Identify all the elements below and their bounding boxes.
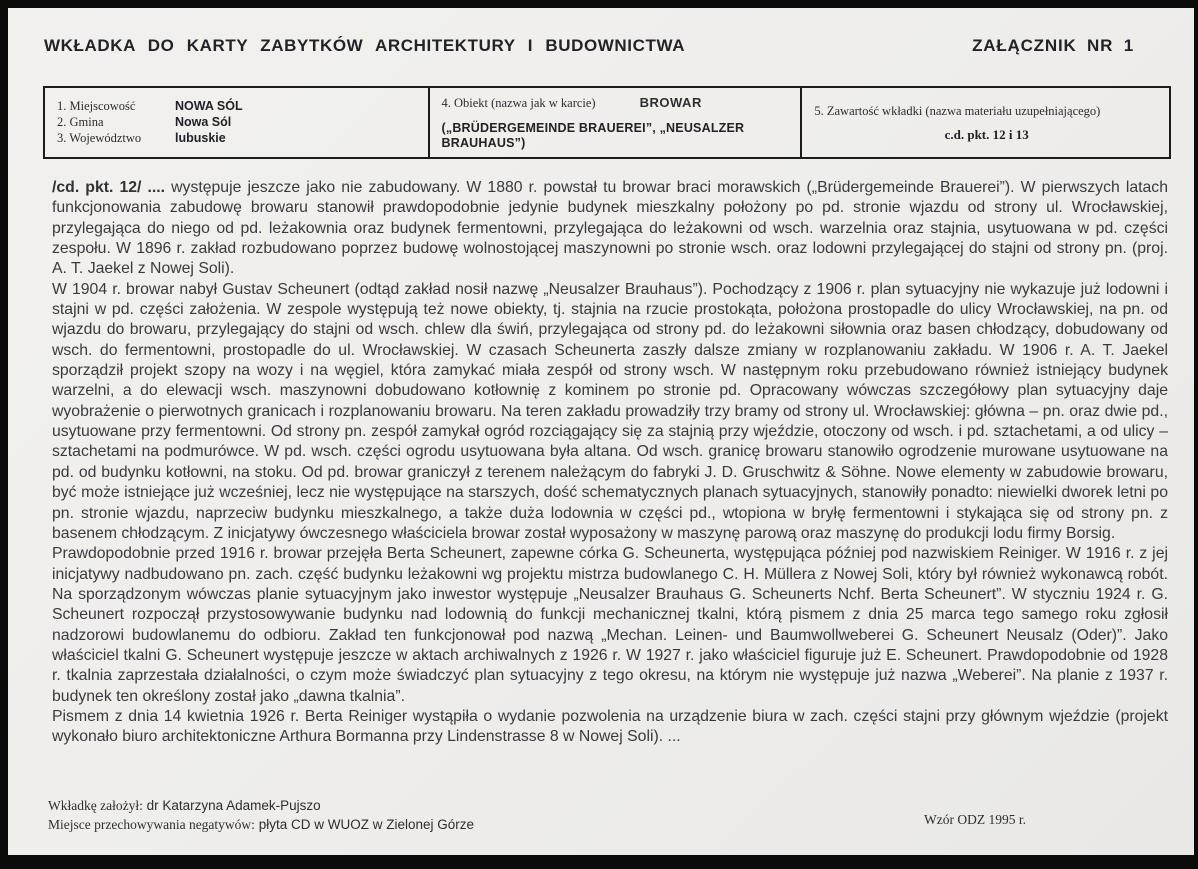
paragraph-1 (52, 178, 1168, 280)
negatives-value: płyta CD w WUOZ w Zielonej Górze (258, 817, 474, 832)
location-cell (44, 87, 429, 158)
paragraph-3: Prawdopodobnie przed 1916 r. browar przejęła Berta Scheunert, zapewne córka G. Scheunerta, występująca później pod nazwiskiem Reiniger. W 1916 r. z jej inicjatywy nadbudowano pn. zach. część budynku leżakowni wg projektu mistrza budowlanego C. H. Müllera z Nowej Soli, który był również wykonawcą robót. Na sporządzonym wówczas planie sytuacyjnym jako inwestor występuje „Neusalzer Brauhaus G. Scheunerts Nchf. Berta Scheunert”. W styczniu 1924 r. G. Scheunert rozpoczął przystosowywanie budynku nad lodownią do funkcji mechanicznej tkalni, którą pismem z dnia 25 marca tego samego roku zgłosił nadzorowi budowlanemu do odbioru. Zakład ten funkcjonował pod nazwą „Mechan. Leinen- und Baumwollweberei G. Scheunert Neusalz (Oder)”. Jako właściciel tkalni G. Scheunert występuje jeszcze w aktach archiwalnych z 1926 r. W 1927 r. jako właściciel figuruje już E. Scheunert. Prawdopodobnie od 1928 r. tkalnia zaprzestała działalności, o czym może świadczyć plan sytuacyjny z tego okresu, na którym nie występuje już nazwa „Weberei”. Na planie z 1937 r. budynek ten określony został jako „dawna tkalnia”. (52, 545, 1168, 705)
annex-label: ZAŁĄCZNIK NR 1 (972, 36, 1134, 55)
paragraph-4: Pismem z dnia 14 kwietnia 1926 r. Berta Reiniger wystąpiła o wydanie pozwolenia na urządzenie biura w zach. części stajni przy głównym wjeździe (projekt wykonało biuro architektoniczne Arthura Bormanna przy Lindenstrasse 8 w Nowej Soli). ... (52, 707, 1168, 746)
negatives-label: Miejsce przechowywania negatywów: (48, 817, 255, 832)
document-body (52, 178, 1168, 748)
field-miejscowosc (57, 98, 418, 114)
field-value: BROWAR (639, 95, 702, 110)
paper-sheet (8, 8, 1194, 855)
form-model-label: Wzór ODZ 1995 r. (924, 812, 1026, 827)
paragraph-2: W 1904 r. browar nabył Gustav Scheunert (odtąd zakład nosił nazwę „Neusalzer Brauhaus”). Pochodzący z 1906 r. plan sytuacyjny nie wykazuje już lodowni i stajni w pd. części założenia. W zespole występują też nowe obiekty, tj. stajnia na rzucie prostokąta, położona prostopadle do ulicy Wrocławskiej, na pn. od wjazdu do browaru, przylegający do stajni od wsch. chlew dla świń, przylegająca od strony pd. do leżakowni siłownia oraz basen chłodzący, dobudowany od wsch. do fermentowni, prostopadle do ul. Wrocławskiej. W czasach Scheunerta zaszły dalsze zmiany w rozplanowaniu zakładu. W 1906 r. A. T. Jaekel sporządził projekt szopy na wozy i na węgiel, która zamykać miała zespół od strony wsch. W następnym roku przebudowano również istniejący budynek warzelni, a do elewacji wsch. maszynowni dobudowano kotłownię z kominem po stronie pd. Opracowany wówczas szczegółowy plan sytuacyjny daje wyobrażenie o pierwotnych granicach i rozplanowaniu browaru. Na teren zakładu prowadziły trzy bramy od strony ul. Wrocławskiej: główna – pn. oraz dwie pd., usytuowane przy fermentowni. Od strony pn. zespół zamykał ogród rozciągający się za stajnią przy wjeździe, otoczony od wsch. i pd. sztachetami, a od ulicy – sztachetami na podmurówce. W pd. wsch. części ogrodu usytuowana była altana. Od wsch. granicę browaru stanowiło ogrodzenie murowane usytuowane na pd. od budynku kotłowni, na stoku. Od pd. browar graniczył z terenem należącym do fabryki J. D. Gruschwitz & Söhne. Nowe elementy w zabudowie browaru, być może istniejące już wcześniej, lecz nie występujące na starszych, dość schematycznych planach sytuacyjnych, stanowiły ponadto: niewielki dworek letni po pn. stronie wjazdu, naprzeciw budynku mieszkalnego, a także duża lodownia w części pd., wtopiona w bryłę fermentowni i stykająca się od strony pn. z basenem chłodzącym. Z inicjatywy ówczesnego właściciela browar został wyposażony w maszynę parową oraz maszynę do produkcji lodu firmy Borsig. (52, 280, 1168, 542)
field-wojewodztwo (57, 130, 418, 146)
field-label: 4. Obiekt (nazwa jak w karcie) (441, 96, 596, 110)
document-footer (48, 796, 1154, 834)
field-label: 2. Gmina (57, 114, 104, 129)
field-obiekt (442, 94, 791, 112)
object-subvalue: („BRÜDERGEMEINDE BRAUEREI”, „NEUSALZER BRAUHAUS”) (441, 121, 745, 150)
founder-label: Wkładkę założył: (48, 798, 143, 813)
field-label: 5. Zawartość wkładki (nazwa materiału uzupełniającego) (814, 103, 1101, 118)
field-value: lubuskie (175, 130, 226, 145)
contents-cell (801, 87, 1170, 158)
paragraph-lead: /cd. pkt. 12/ .... (52, 179, 166, 196)
field-value: c.d. pkt. 12 i 13 (944, 126, 1029, 142)
object-cell (429, 87, 802, 158)
field-label: 3. Województwo (57, 130, 142, 145)
paragraph-text: występuje jeszcze jako nie zabudowany. W 1880 r. powstał tu browar braci morawskich („Brüdergemeinde Brauerei”). W pierwszych latach funkcjonowania zabudowę browaru stanowił prawdopodobnie jedynie budynek mieszkalny położony po pd. stronie wjazdu od strony ul. Wrocławskiej, przylegająca do niego od pd. leżakownia oraz budynek fermentowni, przylegająca do leżakowni od wsch. warzelnia oraz stajnia, usytuowana w pd. części zespołu. W 1896 r. zakład rozbudowano poprzez budowę wolnostojącej maszynowni po stronie wsch. oraz lodowni przylegającej do stajni od strony pn. (proj. A. T. Jaekel z Nowej Soli). (52, 179, 1168, 278)
field-value: NOWA SÓL (175, 98, 243, 113)
form-table (43, 86, 1171, 159)
founder-value: dr Katarzyna Adamek-Pujszo (146, 798, 321, 813)
field-value: Nowa Sól (175, 114, 232, 129)
field-label: 1. Miejscowość (57, 98, 136, 113)
page-title: WKŁADKA DO KARTY ZABYTKÓW ARCHITEKTURY I BUDOWNICTWA (44, 36, 686, 55)
document-header (44, 36, 1158, 56)
field-gmina (57, 114, 418, 130)
